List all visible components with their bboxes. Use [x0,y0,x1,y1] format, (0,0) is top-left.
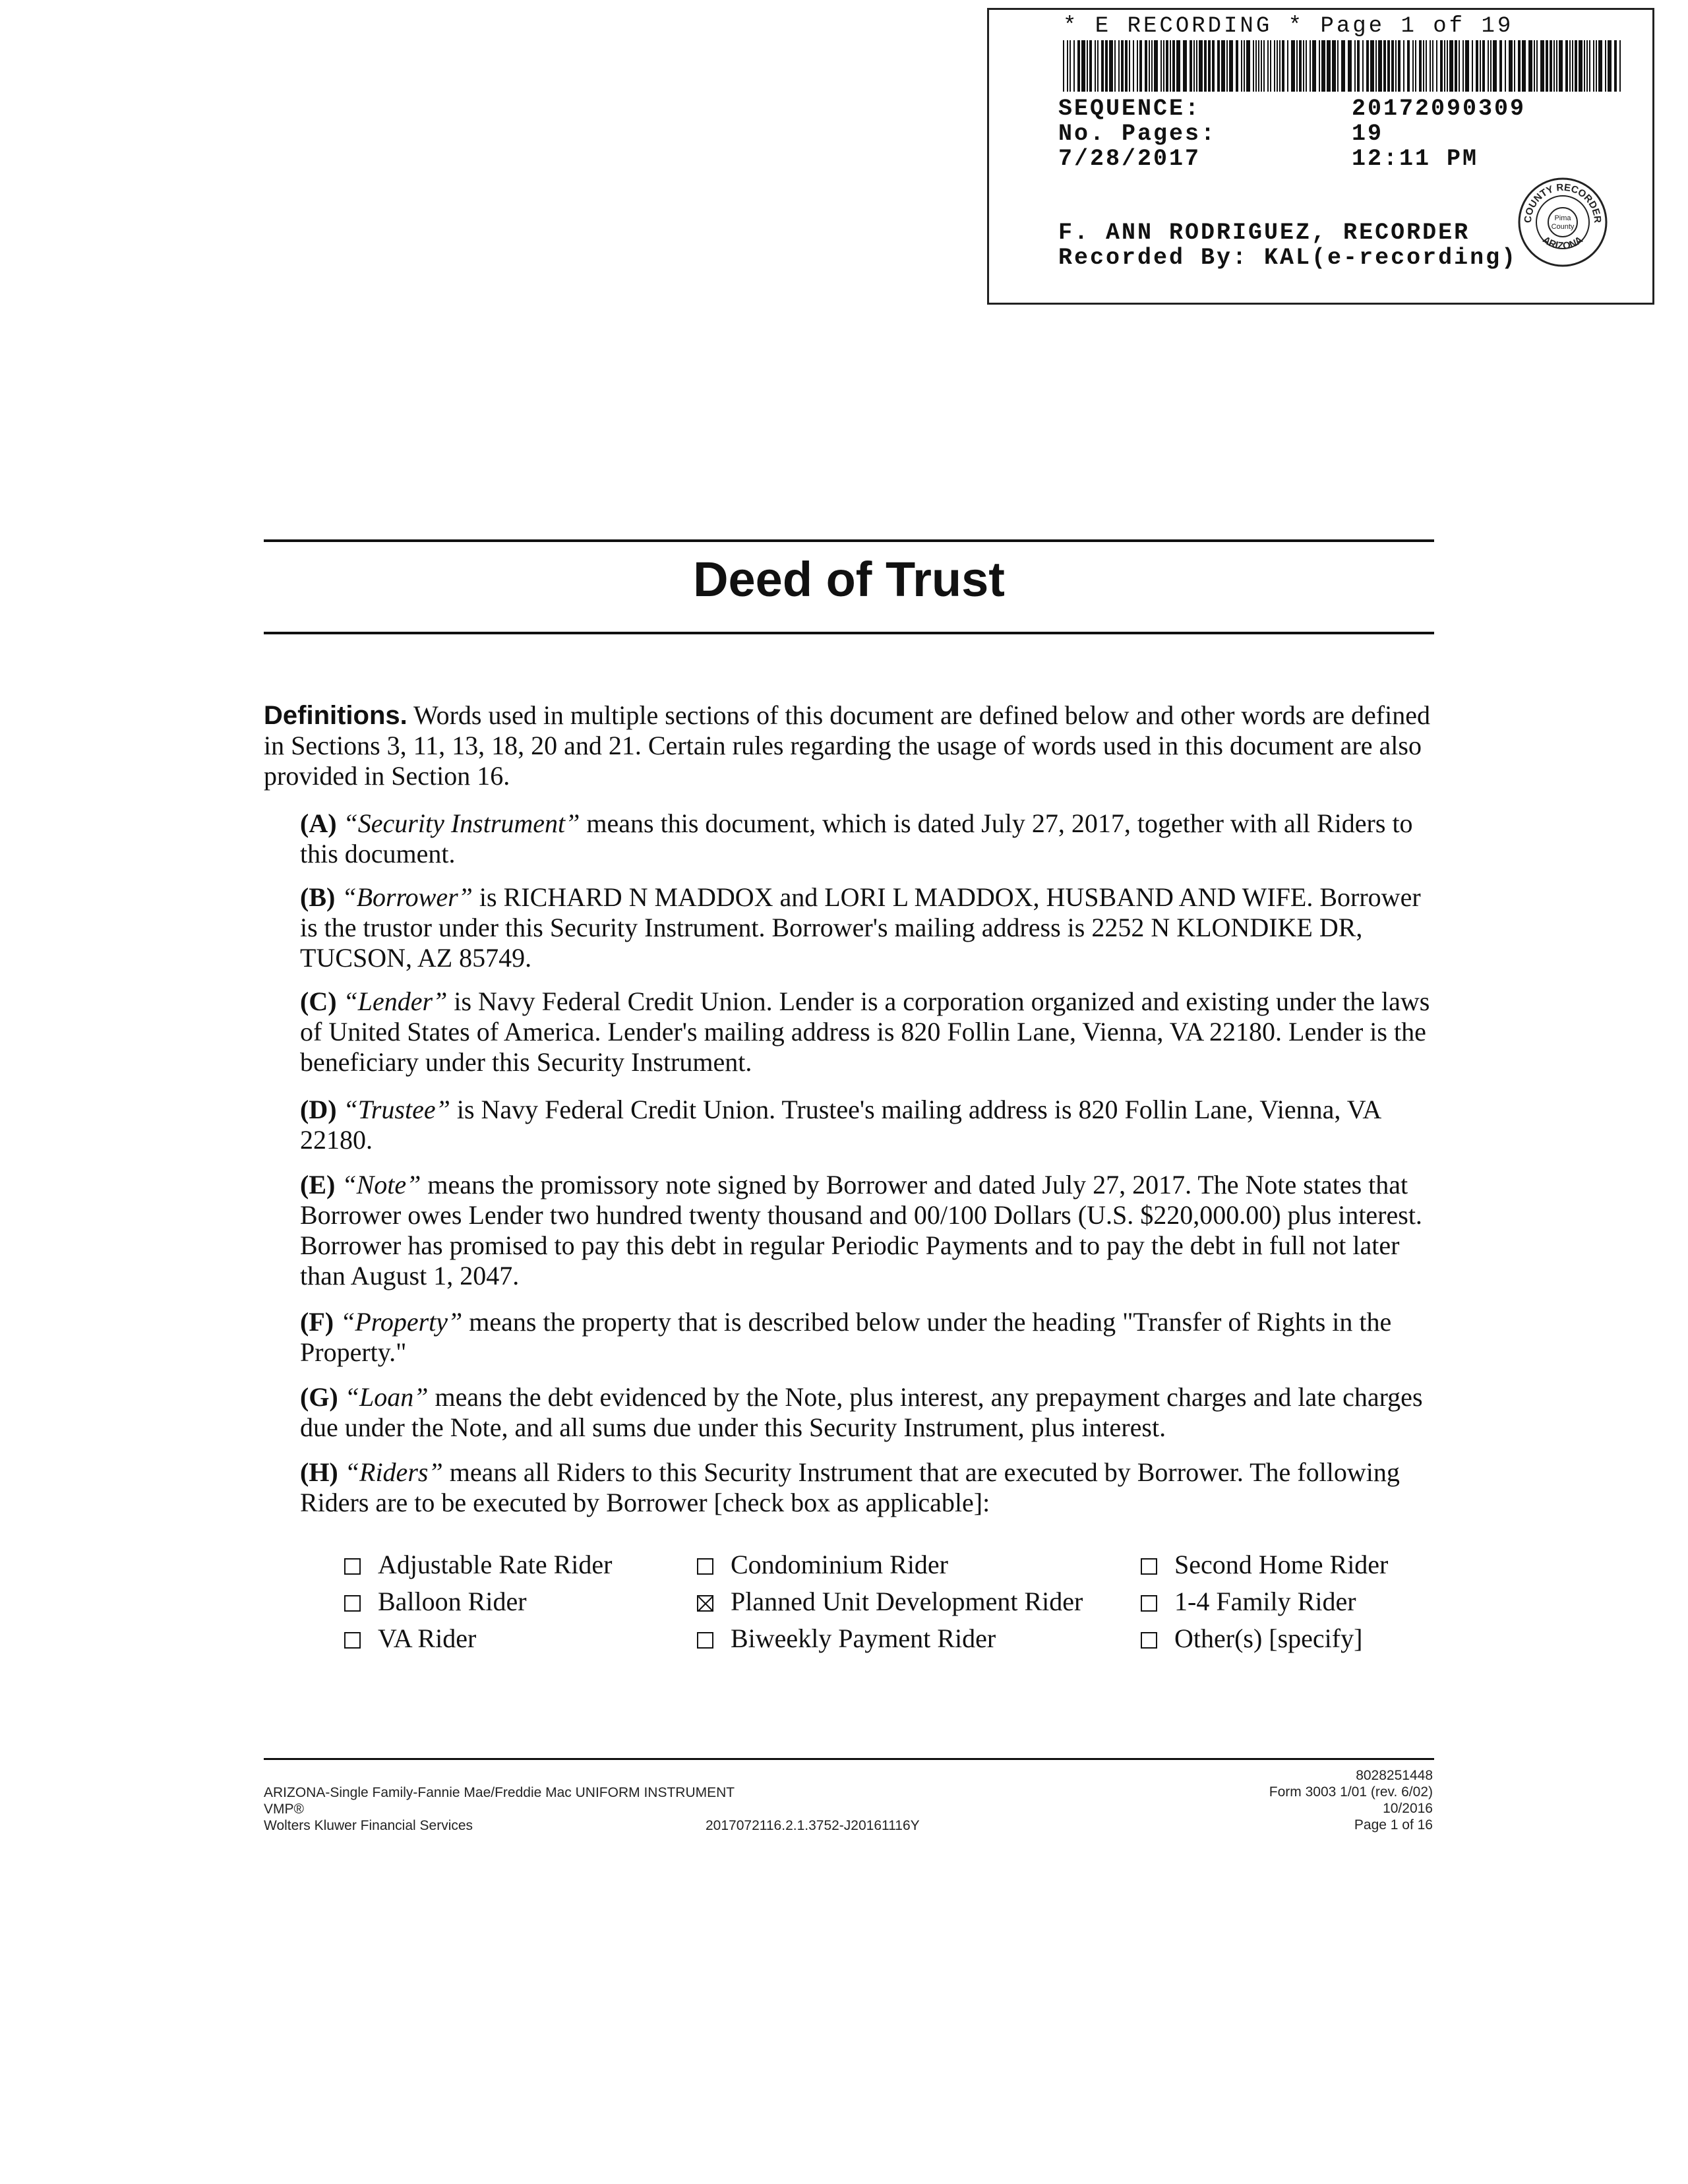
barcode-bar [1423,40,1424,92]
definition-item-h [300,1457,1437,1518]
rider-checkbox[interactable] [344,1558,361,1575]
barcode-bar [1465,40,1469,92]
item-term: “Lender” [343,986,448,1016]
recording-stamp [987,8,1654,305]
definitions-intro [264,700,1437,791]
recorder-name: F. ANN RODRIGUEZ, RECORDER [1058,220,1470,246]
barcode-bar [1493,40,1497,92]
barcode-bar [1540,40,1544,92]
barcode-bar [1332,40,1336,92]
barcode-bar [1139,40,1142,92]
barcode-bar [1274,40,1275,92]
barcode-bar [1095,40,1096,92]
barcode-bar [1412,40,1414,92]
item-term: “Property” [340,1307,463,1337]
barcode-bar [1263,40,1265,92]
barcode-bar [1236,40,1238,92]
item-label: (G) [300,1382,338,1412]
barcode-bar [1509,40,1513,92]
definition-item-d [300,1095,1437,1155]
barcode-bar [1160,40,1162,92]
barcode-bar [1073,40,1075,92]
barcode-bar [1598,40,1602,92]
definition-item-c [300,986,1437,1077]
barcode-bar [1303,40,1304,92]
seal-top-text: COUNTY RECORDER [1522,181,1604,224]
rider-checkbox[interactable] [697,1558,713,1575]
barcode-bar [1163,40,1164,92]
barcode-bar [1608,40,1612,92]
rider-label: Other(s) [specify] [1174,1623,1363,1653]
rider-label: Biweekly Payment Rider [731,1623,996,1653]
seal-center-text-2: County [1551,223,1575,231]
item-text: is Navy Federal Credit Union. Trustee's mailing address is 820 Follin Lane, Vienna, VA 22180. [300,1095,1381,1155]
footer-vmp: VMP® [264,1802,304,1817]
rider-condominium[interactable] [697,1550,948,1580]
barcode-bar [1472,40,1473,92]
definition-item-a [300,808,1437,869]
barcode-bar [1357,40,1360,92]
item-text: means the promissory note signed by Borrower and dated July 27, 2017. The Note states that Borrower owes Lender two hundred twenty thousand and 00/100 Dollars (U.S. $220,000.00) plus interest. Borrower has promised to pay this debt in regular Periodic Payments and to pay the debt in full not later than August 1, 2047. [300,1170,1422,1290]
sequence-label: SEQUENCE: [1058,96,1201,122]
barcode-bar [1436,40,1437,92]
barcode-bar [1255,40,1257,92]
barcode-bar [1133,40,1134,92]
barcode-bar [1462,40,1464,92]
barcode-bar [1190,40,1192,92]
barcode-bar [1121,40,1124,92]
barcode-bar [1565,40,1568,92]
barcode-bar [1149,40,1150,92]
barcode-bar [1226,40,1228,92]
item-text: means the property that is described below under the heading "Transfer of Rights in the Property." [300,1307,1392,1367]
barcode-bar [1277,40,1278,92]
item-text: means this document, which is dated July 27, 2017, together with all Riders to this document. [300,808,1413,868]
barcode-bar [1221,40,1225,92]
barcode-bar [1114,40,1116,92]
definitions-heading: Definitions. [264,701,407,730]
rider-checkbox[interactable] [1141,1632,1157,1649]
barcode-bar [1432,40,1433,92]
pages-label: No. Pages: [1058,121,1217,147]
barcode-bar [1217,40,1220,92]
barcode-bar [1619,40,1621,92]
barcode-bar [1444,40,1445,92]
rider-checkbox[interactable] [344,1632,361,1649]
barcode-bar [1362,40,1364,92]
barcode-bar [1534,40,1535,92]
barcode-bar [1089,40,1092,92]
seal-center-text-1: Pima [1554,214,1571,222]
barcode-bar [1109,40,1113,92]
barcode-bar [1559,40,1563,92]
barcode-bar [1097,40,1099,92]
barcode-bar [1067,40,1068,92]
item-label: (F) [300,1307,334,1337]
seal-bottom-text: ARIZONA [1540,234,1585,252]
barcode-bar [1077,40,1080,92]
rider-balloon[interactable] [344,1587,527,1617]
barcode-bar [1279,40,1281,92]
barcode-bar [1118,40,1120,92]
footer-doc-id: 2017072116.2.1.3752-J20161116Y [706,1818,920,1833]
barcode-bar [1105,40,1108,92]
footer-publisher: Wolters Kluwer Financial Services [264,1818,473,1833]
rider-label: 1-4 Family Rider [1174,1587,1356,1616]
barcode [1063,40,1622,92]
item-text: is Navy Federal Credit Union. Lender is a corporation organized and existing under the laws of United States of America. Lender's mailing address is 820 Follin Lane, Vienna, VA 22180. Lender is the beneficiary under this Security Instrument. [300,986,1430,1077]
barcode-bar [1596,40,1597,92]
barcode-bar [1282,40,1284,92]
barcode-bar [1319,40,1320,92]
barcode-bar [1378,40,1382,92]
barcode-bar [1348,40,1352,92]
barcode-bar [1395,40,1397,92]
barcode-bar [1145,40,1147,92]
barcode-bar [1449,40,1453,92]
item-label: (A) [300,808,337,838]
barcode-bar [1151,40,1153,92]
barcode-bar [1366,40,1369,92]
item-term: “Trustee” [343,1095,450,1124]
record-time: 12:11 PM [1352,146,1479,172]
barcode-bar [1306,40,1307,92]
barcode-bar [1584,40,1585,92]
rider-checkbox[interactable] [1141,1558,1157,1575]
barcode-bar [1614,40,1617,92]
barcode-bar [1196,40,1197,92]
barcode-bar [1244,40,1245,92]
barcode-bar [1310,40,1311,92]
barcode-bar [1253,40,1254,92]
barcode-bar [1261,40,1262,92]
recorded-by: Recorded By: KAL(e-recording) [1058,245,1518,271]
barcode-bar [1267,40,1269,92]
barcode-bar [1354,40,1356,92]
footer-form-number: Form 3003 1/01 (rev. 6/02) [1269,1784,1433,1800]
barcode-bar [1518,40,1521,92]
definition-item-g [300,1382,1437,1443]
item-term: “Note” [342,1170,421,1199]
item-text: is RICHARD N MADDOX and LORI L MADDOX, HUSBAND AND WIFE. Borrower is the trustor under this Security Instrument. Borrower's mailing address is 2252 N KLONDIKE DR, TUCSON, AZ 85749. [300,882,1421,973]
county-recorder-seal [1517,176,1609,268]
barcode-bar [1575,40,1577,92]
item-label: (C) [300,986,337,1016]
barcode-bar [1488,40,1489,92]
barcode-bar [1387,40,1390,92]
stamp-header: * E RECORDING * Page 1 of 19 [1063,14,1514,39]
item-label: (B) [300,882,336,912]
barcode-bar [1536,40,1538,92]
barcode-bar [1125,40,1128,92]
barcode-bar [1398,40,1401,92]
title-top-rule [264,539,1434,542]
barcode-bar [1270,40,1271,92]
barcode-bar [1480,40,1481,92]
footer-form-date: 10/2016 [1383,1801,1433,1816]
barcode-bar [1440,40,1443,92]
barcode-bar [1321,40,1325,92]
rider-1-4-family[interactable] [1141,1587,1356,1617]
rider-label: Second Home Rider [1174,1550,1389,1579]
page-title: Deed of Trust [693,552,1005,607]
rider-checkbox[interactable] [697,1595,713,1612]
barcode-bar [1299,40,1302,92]
barcode-bar [1341,40,1345,92]
barcode-bar [1455,40,1457,92]
item-term: “Riders” [344,1457,443,1487]
barcode-bar [1459,40,1460,92]
barcode-bar [1528,40,1532,92]
rider-label: Planned Unit Development Rider [731,1587,1083,1616]
barcode-bar [1296,40,1298,92]
barcode-bar [1419,40,1422,92]
barcode-bar [1154,40,1158,92]
barcode-bar [1593,40,1594,92]
rider-second-home[interactable] [1141,1550,1388,1580]
item-text: means the debt evidenced by the Note, plus interest, any prepayment charges and late charges due under the Note, and all sums due under this Security Instrument, plus interest. [300,1382,1423,1442]
barcode-bar [1241,40,1242,92]
barcode-bar [1415,40,1416,92]
barcode-bar [1522,40,1526,92]
barcode-bar [1430,40,1431,92]
item-term: “Borrower” [342,882,473,912]
barcode-bar [1447,40,1448,92]
footer-page-number: Page 1 of 16 [1354,1817,1433,1833]
barcode-bar [1170,40,1171,92]
rider-biweekly-payment[interactable] [697,1623,996,1654]
barcode-bar [1375,40,1377,92]
rider-checkbox[interactable] [344,1595,361,1612]
footer-right [1269,1767,1433,1833]
footer-form-description: ARIZONA-Single Family-Fannie Mae/Freddie Mac UNIFORM INSTRUMENT [264,1785,735,1800]
barcode-bar [1370,40,1374,92]
barcode-bar [1476,40,1478,92]
barcode-bar [1070,40,1071,92]
rider-checkbox[interactable] [1141,1595,1157,1612]
barcode-bar [1176,40,1180,92]
barcode-bar [1312,40,1316,92]
rider-planned-unit-development[interactable] [697,1587,1083,1617]
footer-loan-number: 8028251448 [1356,1768,1433,1783]
item-text: means all Riders to this Security Instrument that are executed by Borrower. The following Riders are to be executed by Borrower [check box as applicable]: [300,1457,1400,1517]
rider-label: Balloon Rider [378,1587,527,1616]
footer-rule [264,1758,1434,1760]
barcode-bar [1208,40,1211,92]
barcode-bar [1101,40,1104,92]
barcode-bar [1403,40,1404,92]
barcode-bar [1287,40,1288,92]
barcode-bar [1199,40,1203,92]
barcode-bar [1605,40,1606,92]
barcode-bar [1556,40,1557,92]
barcode-bar [1258,40,1259,92]
barcode-bar [1291,40,1295,92]
item-label: (E) [300,1170,336,1199]
footer-left [264,1784,735,1834]
rider-label: Condominium Rider [731,1550,948,1579]
definition-item-f [300,1307,1437,1368]
barcode-bar [1589,40,1590,92]
barcode-bar [1407,40,1410,92]
item-term: “Loan” [344,1382,429,1412]
barcode-bar [1327,40,1331,92]
rider-checkbox[interactable] [697,1632,713,1649]
barcode-bar [1183,40,1187,92]
barcode-bar [1229,40,1233,92]
item-term: “Security Instrument” [343,808,580,838]
barcode-bar [1129,40,1130,92]
barcode-bar [1426,40,1427,92]
barcode-bar [1572,40,1573,92]
pages-value: 19 [1352,121,1384,147]
barcode-bar [1383,40,1386,92]
barcode-bar [1579,40,1582,92]
barcode-bar [1337,40,1339,92]
sequence-value: 20172090309 [1352,96,1526,122]
definitions-intro-text: Words used in multiple sections of this document are defined below and other words are defined in Sections 3, 11, 13, 18, 20 and 21. Certain rules regarding the usage of words used in this document are also provided in Section 16. [264,700,1430,791]
item-label: (D) [300,1095,337,1124]
barcode-bar [1550,40,1552,92]
barcode-bar [1490,40,1492,92]
barcode-bar [1569,40,1571,92]
barcode-bar [1391,40,1394,92]
barcode-bar [1166,40,1168,92]
definition-item-b [300,882,1437,973]
barcode-bar [1081,40,1085,92]
barcode-bar [1514,40,1515,92]
rider-label: VA Rider [378,1623,477,1653]
record-date: 7/28/2017 [1058,146,1201,172]
definition-item-e [300,1170,1437,1291]
rider-adjustable-rate[interactable] [344,1550,612,1580]
barcode-bar [1212,40,1215,92]
barcode-bar [1546,40,1548,92]
barcode-bar [1063,40,1064,92]
barcode-bar [1499,40,1502,92]
barcode-bar [1204,40,1207,92]
rider-va[interactable] [344,1623,476,1654]
title-bottom-rule [264,632,1434,634]
rider-others[interactable] [1141,1623,1362,1654]
barcode-bar [1246,40,1250,92]
barcode-bar [1193,40,1195,92]
barcode-bar [1137,40,1138,92]
rider-label: Adjustable Rate Rider [378,1550,613,1579]
barcode-bar [1553,40,1555,92]
barcode-bar [1172,40,1175,92]
item-label: (H) [300,1457,338,1487]
barcode-bar [1482,40,1485,92]
barcode-bar [1586,40,1588,92]
barcode-bar [1087,40,1088,92]
barcode-bar [1505,40,1506,92]
